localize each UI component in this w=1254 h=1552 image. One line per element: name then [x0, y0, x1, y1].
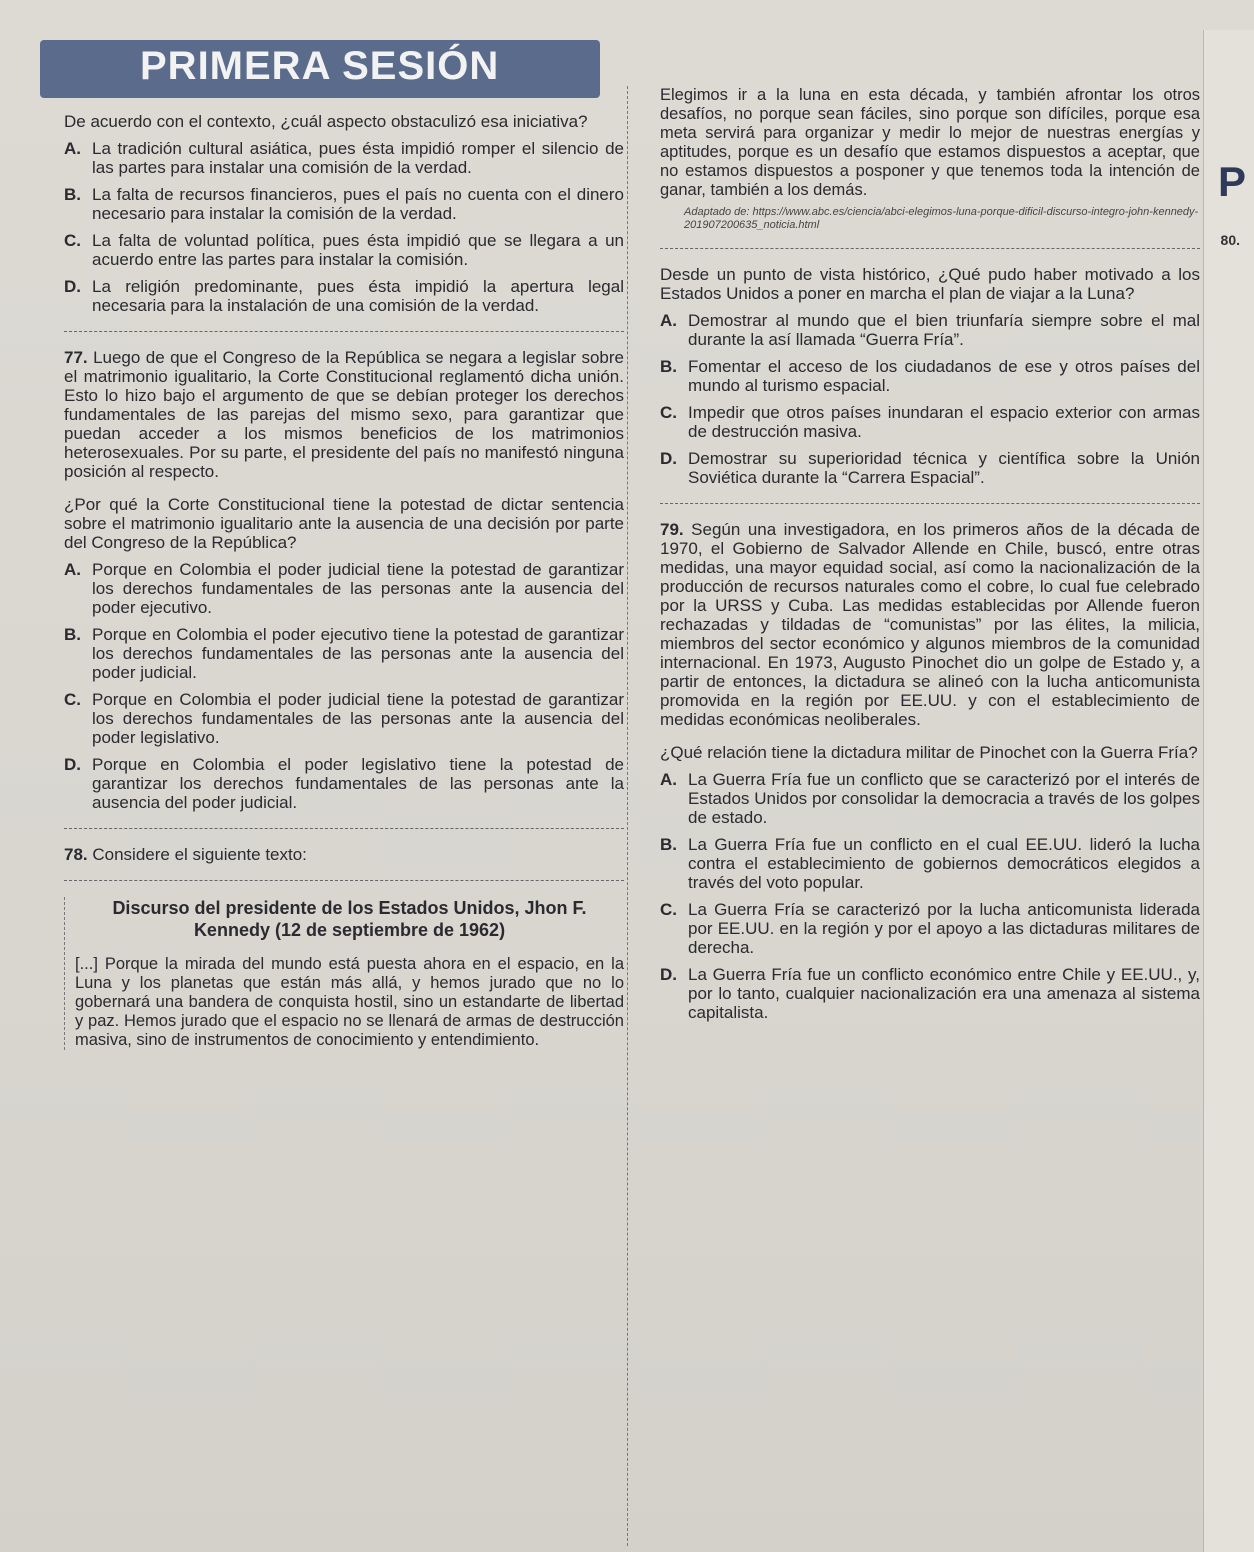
- option-text: Porque en Colombia el poder ejecutivo tiene la potestad de garantizar los derechos fundamentales de las personas ante la ausencia del poder judicial.: [92, 625, 624, 682]
- option-letter: A.: [660, 770, 677, 789]
- option-text: Porque en Colombia el poder judicial tiene la potestad de garantizar los derechos fundamentales de las personas ante la ausencia del poder legislativo.: [92, 690, 624, 747]
- q77-option-a[interactable]: [64, 560, 624, 617]
- q78-stem: [64, 845, 624, 864]
- kennedy-quote: Elegimos ir a la luna en esta década, y también afrontar los otros desafíos, no porque sean fáciles, sino porque son difíciles, porque esa meta servirá para organizar y medir lo mejor de nuestras energías y aptitudes, porque es un desafío que estamos dispuestos a aceptar, que no estamos dispuestos a posponer y que tenemos toda la intención de ganar, también a los demás.: [660, 86, 1200, 199]
- option-text: Porque en Colombia el poder legislativo tiene la potestad de garantizar los derechos fundamentales de las personas ante la ausencia del poder judicial.: [92, 755, 624, 812]
- q78-right-stem: Desde un punto de vista histórico, ¿Qué pudo haber motivado a los Estados Unidos a poner en marcha el plan de viajar a la Luna?: [660, 265, 1200, 303]
- q77-context-text: Luego de que el Congreso de la República se negara a legislar sobre el matrimonio igualitario, la Corte Constitucional reglamentó dicha unión. Esto lo hizo bajo el argumento de que se debían proteger los derechos fundamentales de las parejas del mismo sexo, para garantizar que puedan acceder a los mismos beneficios de los matrimonios heterosexuales. Por su parte, el presidente del país no manifestó ninguna posición al respecto.: [64, 348, 624, 481]
- divider: [660, 248, 1200, 249]
- q77-option-b[interactable]: [64, 625, 624, 682]
- option-letter: A.: [64, 139, 81, 158]
- option-letter: B.: [660, 357, 677, 376]
- option-text: La Guerra Fría fue un conflicto económico entre Chile y EE.UU., y, por lo tanto, cualquier nacionalización era una amenaza al sistema capitalista.: [688, 965, 1200, 1022]
- option-text: La Guerra Fría fue un conflicto que se caracterizó por el interés de Estados Unidos por consolidar la democracia a través de los golpes de estado.: [688, 770, 1200, 827]
- option-letter: C.: [660, 403, 677, 422]
- q78-options: [660, 311, 1200, 487]
- speech-title: Discurso del presidente de los Estados Unidos, Jhon F. Kennedy (12 de septiembre de 1962): [112, 898, 587, 940]
- q78-option-c[interactable]: [660, 403, 1200, 441]
- source-citation: Adaptado de: https://www.abc.es/ciencia/abci-elegimos-luna-porque-dificil-discurso-integro-john-kennedy-201907200635_noticia.html: [684, 206, 1199, 231]
- q79-context: [660, 520, 1200, 729]
- q79-option-c[interactable]: [660, 900, 1200, 957]
- option-text: La Guerra Fría fue un conflicto en el cual EE.UU. lideró la lucha contra el establecimiento de gobiernos democráticos elegidos a través del voto popular.: [688, 835, 1200, 892]
- q77-option-d[interactable]: [64, 755, 624, 812]
- kennedy-speech-box: [64, 897, 624, 1050]
- option-letter: D.: [64, 277, 81, 296]
- right-column: [660, 86, 1200, 1022]
- q77-number: 77.: [64, 348, 88, 367]
- q77-option-c[interactable]: [64, 690, 624, 747]
- q77-context: [64, 348, 624, 481]
- q76-option-b[interactable]: [64, 185, 624, 223]
- q79-stem: ¿Qué relación tiene la dictadura militar de Pinochet con la Guerra Fría?: [660, 743, 1198, 762]
- option-text: Demostrar al mundo que el bien triunfaría siempre sobre el mal durante la así llamada “Guerra Fría”.: [688, 311, 1200, 349]
- option-text: La falta de voluntad política, pues ésta impidió que se llegara a un acuerdo entre las partes para instalar la comisión.: [92, 231, 624, 269]
- option-letter: D.: [64, 755, 81, 774]
- q76-option-d[interactable]: [64, 277, 624, 315]
- option-letter: A.: [64, 560, 81, 579]
- divider: [660, 503, 1200, 504]
- option-text: Fomentar el acceso de los ciudadanos de ese y otros países del mundo al turismo espacial.: [688, 357, 1200, 395]
- q78-number: 78.: [64, 845, 88, 864]
- q79-options: [660, 770, 1200, 1022]
- q79-option-a[interactable]: [660, 770, 1200, 827]
- option-text: Porque en Colombia el poder judicial tiene la potestad de garantizar los derechos fundamentales de las personas ante la ausencia del poder ejecutivo.: [92, 560, 624, 617]
- option-text: La falta de recursos financieros, pues el país no cuenta con el dinero necesario para instalar la comisión de la verdad.: [92, 185, 624, 223]
- option-letter: C.: [660, 900, 677, 919]
- q76-option-c[interactable]: [64, 231, 624, 269]
- q78-option-b[interactable]: [660, 357, 1200, 395]
- option-text: La religión predominante, pues ésta impidió la apertura legal necesaria para la instalación de una comisión de la verdad.: [92, 277, 624, 315]
- option-letter: A.: [660, 311, 677, 330]
- q78-option-d[interactable]: [660, 449, 1200, 487]
- q79-context-text: Según una investigadora, en los primeros años de la década de 1970, el Gobierno de Salvador Allende en Chile, buscó, entre otras medidas, una mayor equidad social, así como la nacionalización de la producción de recursos naturales como el cobre, lo cual fue celebrado por la URSS y Cuba. Las medidas establecidas por Allende fueron rechazadas y tildadas de “comunistas” por las élites, la milicia, miembros del sector económico y algunos miembros de la comunidad internacional. En 1973, Augusto Pinochet dio un golpe de Estado y, a partir de entonces, la dictadura se alineó con la lucha anticomunista promovida en la región por EE.UU. y con el establecimiento de medidas económicas neoliberales.: [660, 520, 1201, 729]
- q79-option-d[interactable]: [660, 965, 1200, 1022]
- divider: [64, 880, 624, 881]
- divider: [64, 828, 624, 829]
- option-text: Demostrar su superioridad técnica y científica sobre la Unión Soviética durante la “Carrera Espacial”.: [688, 449, 1200, 487]
- q79-number: 79.: [660, 520, 684, 539]
- next-page-letter: P: [1217, 158, 1246, 205]
- option-letter: D.: [660, 965, 677, 984]
- q78-stem-text: Considere el siguiente texto:: [92, 845, 307, 864]
- next-page-number: 80.: [1220, 232, 1240, 248]
- speech-text: [...] Porque la mirada del mundo está puesta ahora en el espacio, en la Luna y los planetas que están más allá, y hemos jurado que no lo gobernará una bandera de conquista hostil, sino un estandarte de libertad y paz. Hemos jurado que el espacio no se llenará de armas de destrucción masiva, sino de instrumentos de conocimiento y entendimiento.: [75, 955, 624, 1049]
- q78-option-a[interactable]: [660, 311, 1200, 349]
- q77-options: [64, 560, 624, 812]
- option-text: Impedir que otros países inundaran el espacio exterior con armas de destrucción masiva.: [688, 403, 1200, 441]
- page-title: PRIMERA SESIÓN: [140, 44, 500, 88]
- option-letter: B.: [64, 185, 81, 204]
- q79-option-b[interactable]: [660, 835, 1200, 892]
- q76-stem: De acuerdo con el contexto, ¿cuál aspecto obstaculizó esa iniciativa?: [64, 112, 588, 131]
- option-text: La tradición cultural asiática, pues ésta impidió romper el silencio de las partes para instalar una comisión de la verdad.: [92, 139, 624, 177]
- q76-options: [64, 139, 624, 315]
- column-divider: [627, 86, 628, 1546]
- option-letter: B.: [64, 625, 81, 644]
- q76-option-a[interactable]: [64, 139, 624, 177]
- option-text: La Guerra Fría se caracterizó por la lucha anticomunista liderada por EE.UU. en la región y por el apoyo a las dictaduras militares de derecha.: [688, 900, 1200, 957]
- q77-stem: ¿Por qué la Corte Constitucional tiene la potestad de dictar sentencia sobre el matrimonio igualitario ante la ausencia de una decisión por parte del Congreso de la República?: [64, 495, 624, 552]
- option-letter: D.: [660, 449, 677, 468]
- divider: [64, 331, 624, 332]
- option-letter: C.: [64, 690, 81, 709]
- option-letter: C.: [64, 231, 81, 250]
- next-page-edge: [1203, 30, 1254, 1552]
- left-column: [64, 112, 624, 1050]
- option-letter: B.: [660, 835, 677, 854]
